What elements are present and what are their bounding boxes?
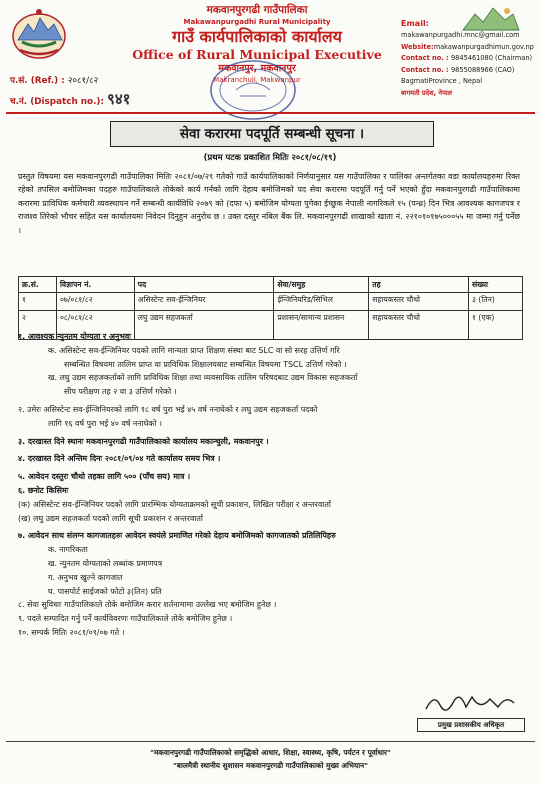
table-cell: सहायकस्तर चौथो bbox=[369, 311, 469, 340]
address-ne: मकवानपुर, मकवानपुर bbox=[218, 63, 296, 74]
table-cell: ०८/०८१/८२ bbox=[56, 311, 134, 340]
list-item: (क) असिस्टेन्ट सव-ईन्जिनियर पदको लागि प्रारम्भिक योग्यताक्रमको सूची प्रकाशन, लिखित परीक्षा र अन्तरवार्ता bbox=[18, 499, 331, 509]
email-label: Email: bbox=[401, 19, 429, 28]
requirements-list bbox=[18, 330, 523, 640]
list-item: क. नागरिकता bbox=[48, 545, 88, 555]
table-row bbox=[19, 293, 523, 311]
table-cell: ३ (तिन) bbox=[469, 293, 523, 311]
notice-title: सेवा करारमा पदपूर्ति सम्बन्धी सूचना । bbox=[179, 126, 365, 142]
province-en: BagmatiProvince , Nepal bbox=[401, 77, 483, 86]
section-place: ३. दरखास्त दिने स्थानः मकवानपुरगढी गाउँपालिकाको कार्यालय मकान्चुली, मकवानपुर । bbox=[18, 436, 269, 446]
list-item: (ख) लघु उद्यम सहजकर्ता पदको लागि सूची प्रकाशन र अन्तरवार्ता bbox=[18, 513, 203, 523]
signatory-title: प्रमुख प्रशासकीय अधिकृत bbox=[417, 718, 525, 732]
contact1-value: 9845461080 (Chairman) bbox=[450, 54, 533, 63]
table-cell: असिस्टेन्ट सव-ईन्जिनियर bbox=[134, 293, 274, 311]
table-header: पद bbox=[134, 277, 274, 293]
section-duties: ९. पदले सम्पादित गर्नु पर्ने कार्यविवरणः गाउँपालिकाले तोके बमोजिम हुनेछ । bbox=[18, 614, 233, 624]
list-item: ग. अनुभव खुल्ने कागजात bbox=[48, 572, 123, 582]
section-deadline: ४. दरखास्त दिने अन्तिम दिनः २०८१/०९/०४ गते कार्यालय समय भित्र । bbox=[18, 454, 221, 464]
list-item: घ. पासपोर्ट साईजको फोटो ३(तिन) प्रति bbox=[48, 586, 162, 596]
dispatch-label: च.नं. (Dispatch no.): bbox=[10, 97, 104, 107]
section-selection: ६. छनोट किसिमः bbox=[18, 485, 69, 495]
signature-icon bbox=[420, 687, 520, 717]
address-en: Makranchuli, Makwanpur bbox=[213, 76, 301, 84]
email-value[interactable]: makawanpurgadhi.mnc@gmail.com bbox=[401, 31, 520, 39]
table-header-row bbox=[19, 277, 523, 293]
table-cell: सहायकस्तर चौथो bbox=[369, 293, 469, 311]
list-item: ख. न्युनतम योग्यताको लब्धांक प्रमाणपत्र bbox=[48, 558, 163, 568]
table-cell: १ bbox=[19, 293, 57, 311]
notice-subtitle: (प्रथम पटक प्रकाशित मितिः २०८१/०८/१९) bbox=[203, 152, 337, 162]
list-item: ख. लघु उद्यम सहजकर्ताको लागि प्राविधिक शिक्षा तथा व्यवसायिक तालिम परिषदबाट उद्यम विकास सहजकर्ता bbox=[48, 373, 358, 383]
office-name-en: Office of Rural Municipal Executive bbox=[132, 47, 382, 62]
website-label: Website: bbox=[401, 42, 434, 51]
contact2-value: 9855088966 (CAO) bbox=[450, 65, 515, 74]
nepal-emblem-icon bbox=[10, 6, 68, 60]
ref-label: प.सं. (Ref.) : bbox=[10, 76, 65, 86]
list-item: लागि १६ वर्ष पुरा भई ४० वर्ष ननाघेको । bbox=[48, 418, 162, 428]
contact2-label: Contact no. : bbox=[401, 65, 449, 74]
municipality-name-en: Makawanpurgadhi Rural Municipality bbox=[183, 18, 331, 26]
contact1-label: Contact no. : bbox=[401, 54, 449, 63]
header-divider bbox=[6, 112, 535, 114]
ref-value: २०८१/८२ bbox=[67, 76, 99, 86]
notice-title-box bbox=[110, 121, 434, 147]
table-header: तह bbox=[369, 277, 469, 293]
section-documents: ७. आवेदन साथ संलग्न कागजातहरुः आवेदन स्वयंले प्रमाणित गरेको देहाय बमोजिमको कागजातको प्रतिलिपिहरु bbox=[18, 531, 336, 541]
reference-block bbox=[10, 72, 130, 111]
list-item: सीप परीक्षण तह २ वा ३ उत्तिर्ण गरेको । bbox=[64, 387, 177, 397]
table-cell: २ bbox=[19, 311, 57, 340]
table-header: विज्ञापन नं. bbox=[56, 277, 134, 293]
dispatch-value: ९४१ bbox=[107, 90, 131, 108]
table-header: क्र.सं. bbox=[19, 277, 57, 293]
section-qualification: १. आवश्यक न्युनतम योग्यता र अनुभवः bbox=[18, 332, 131, 341]
contact-block bbox=[401, 18, 541, 100]
footer-slogan-1: "मकवानपुरगढी गाउँपालिकाको समृद्धिको आधार, शिक्षा, स्वास्थ्य, कृषि, पर्यटन र पूर्वाधार" bbox=[150, 748, 391, 757]
footer-slogan-2: "बालमैत्री स्थानीय सुशासन मकवानपुरगढी गाउँपालिकाको मुख्य अभियान" bbox=[173, 761, 368, 770]
section-facility: ८. सेवा सुविधाः गाउँपालिकाले तोके बमोजिम करार शर्तनामामा उल्लेख भए बमोजिम हुनेछ । bbox=[18, 600, 277, 610]
footer bbox=[0, 746, 541, 772]
table-header: सेवा/समुह bbox=[274, 277, 369, 293]
list-item: क. असिस्टेन्ट सव-ईन्जिनियर पदको लागि मान्यता प्राप्त शिक्षण संस्था बाट SLC वा सो सरह उत्तिर्ण गरि bbox=[48, 345, 340, 355]
list-item: सम्बन्धित विषयमा तालिम प्राप्त वा प्राविधिक शिक्षालयबाट सम्बन्धित विषयमा TSCL उत्तिर्ण गरेको । bbox=[64, 359, 347, 369]
section-fee: ५. आवेदन दस्तुरः चौथो तहका लागि ५०० (पाँच सय) मात्र । bbox=[18, 472, 191, 482]
table-cell: १ (एक) bbox=[469, 311, 523, 340]
table-cell: लघु उद्यम सहजकर्ता bbox=[134, 311, 274, 340]
table-cell: ०७/०८१/८२ bbox=[56, 293, 134, 311]
municipality-name-ne: मकवानपुरगढी गाउँपालिका bbox=[206, 4, 308, 16]
table-header: संख्या bbox=[469, 277, 523, 293]
office-name-ne: गाउँ कार्यपालिकाको कार्यालय bbox=[172, 27, 342, 46]
province-ne: बागमती प्रदेश, नेपाल bbox=[401, 88, 453, 97]
section-age: २. उमेरः असिस्टेन्ट सव-ईन्जिनियरको लागि १८ वर्ष पुरा भई ४५ वर्ष ननाघेको र लघु उद्यम सहजकर्ता पदको bbox=[18, 404, 318, 414]
notice-intro: प्रस्तुत विषयमा यस मकवानपुरगढी गाउँपालिका मितिः २०८१/०७/२९ गतेको गाउँ कार्यपालिकाको निर्णयानुसार यस गाउँपालिका र पालिका अन्तर्गतका वडा कार्यालयहरुमा रिक्त रहेको तपसिल बमोजिमका पदहरु गाउँपालिकाले तोकेको कार्य गर्नको लागि देहाय बमोजिमको पद सेवा करारमा पदपूर्ति गर्नु पर्ने भएको हुँदा मकवानपुरगढी गाउँपालिकामा करारमा प्राविधिक कर्मचारी व्यवस्थापन गर्ने सम्बन्धी कार्यविधि २०७९ को (दफा ५) बमोजिम योग्यता पुगेका ईच्छुक नेपाली नागरिकले १५ (पन्ध्र) दिन भित्र आवश्यक कागजपत्र र राजश्व तिरेको भौचर सहित यस कार्यालयमा निवेदन दिनुहुन अनुरोध छ । उक्त दस्तुर नबिल बैंक लि. मकवानपुरगढी शाखाको खाता नं. २२१०१०१७५०००५५ मा जम्मा गर्नु पर्नेछ । bbox=[18, 172, 520, 235]
website-value[interactable]: makawanpurgadhimun.gov.np bbox=[433, 42, 534, 51]
footer-divider bbox=[6, 741, 535, 742]
table-cell: ईन्जिनियरिड/सिभिल bbox=[274, 293, 369, 311]
table-cell: प्रशासन/सामान्य प्रशासन bbox=[274, 311, 369, 340]
section-contact-date: १०. सम्पर्क मितिः २०८१/०९/०७ गते । bbox=[18, 627, 125, 637]
